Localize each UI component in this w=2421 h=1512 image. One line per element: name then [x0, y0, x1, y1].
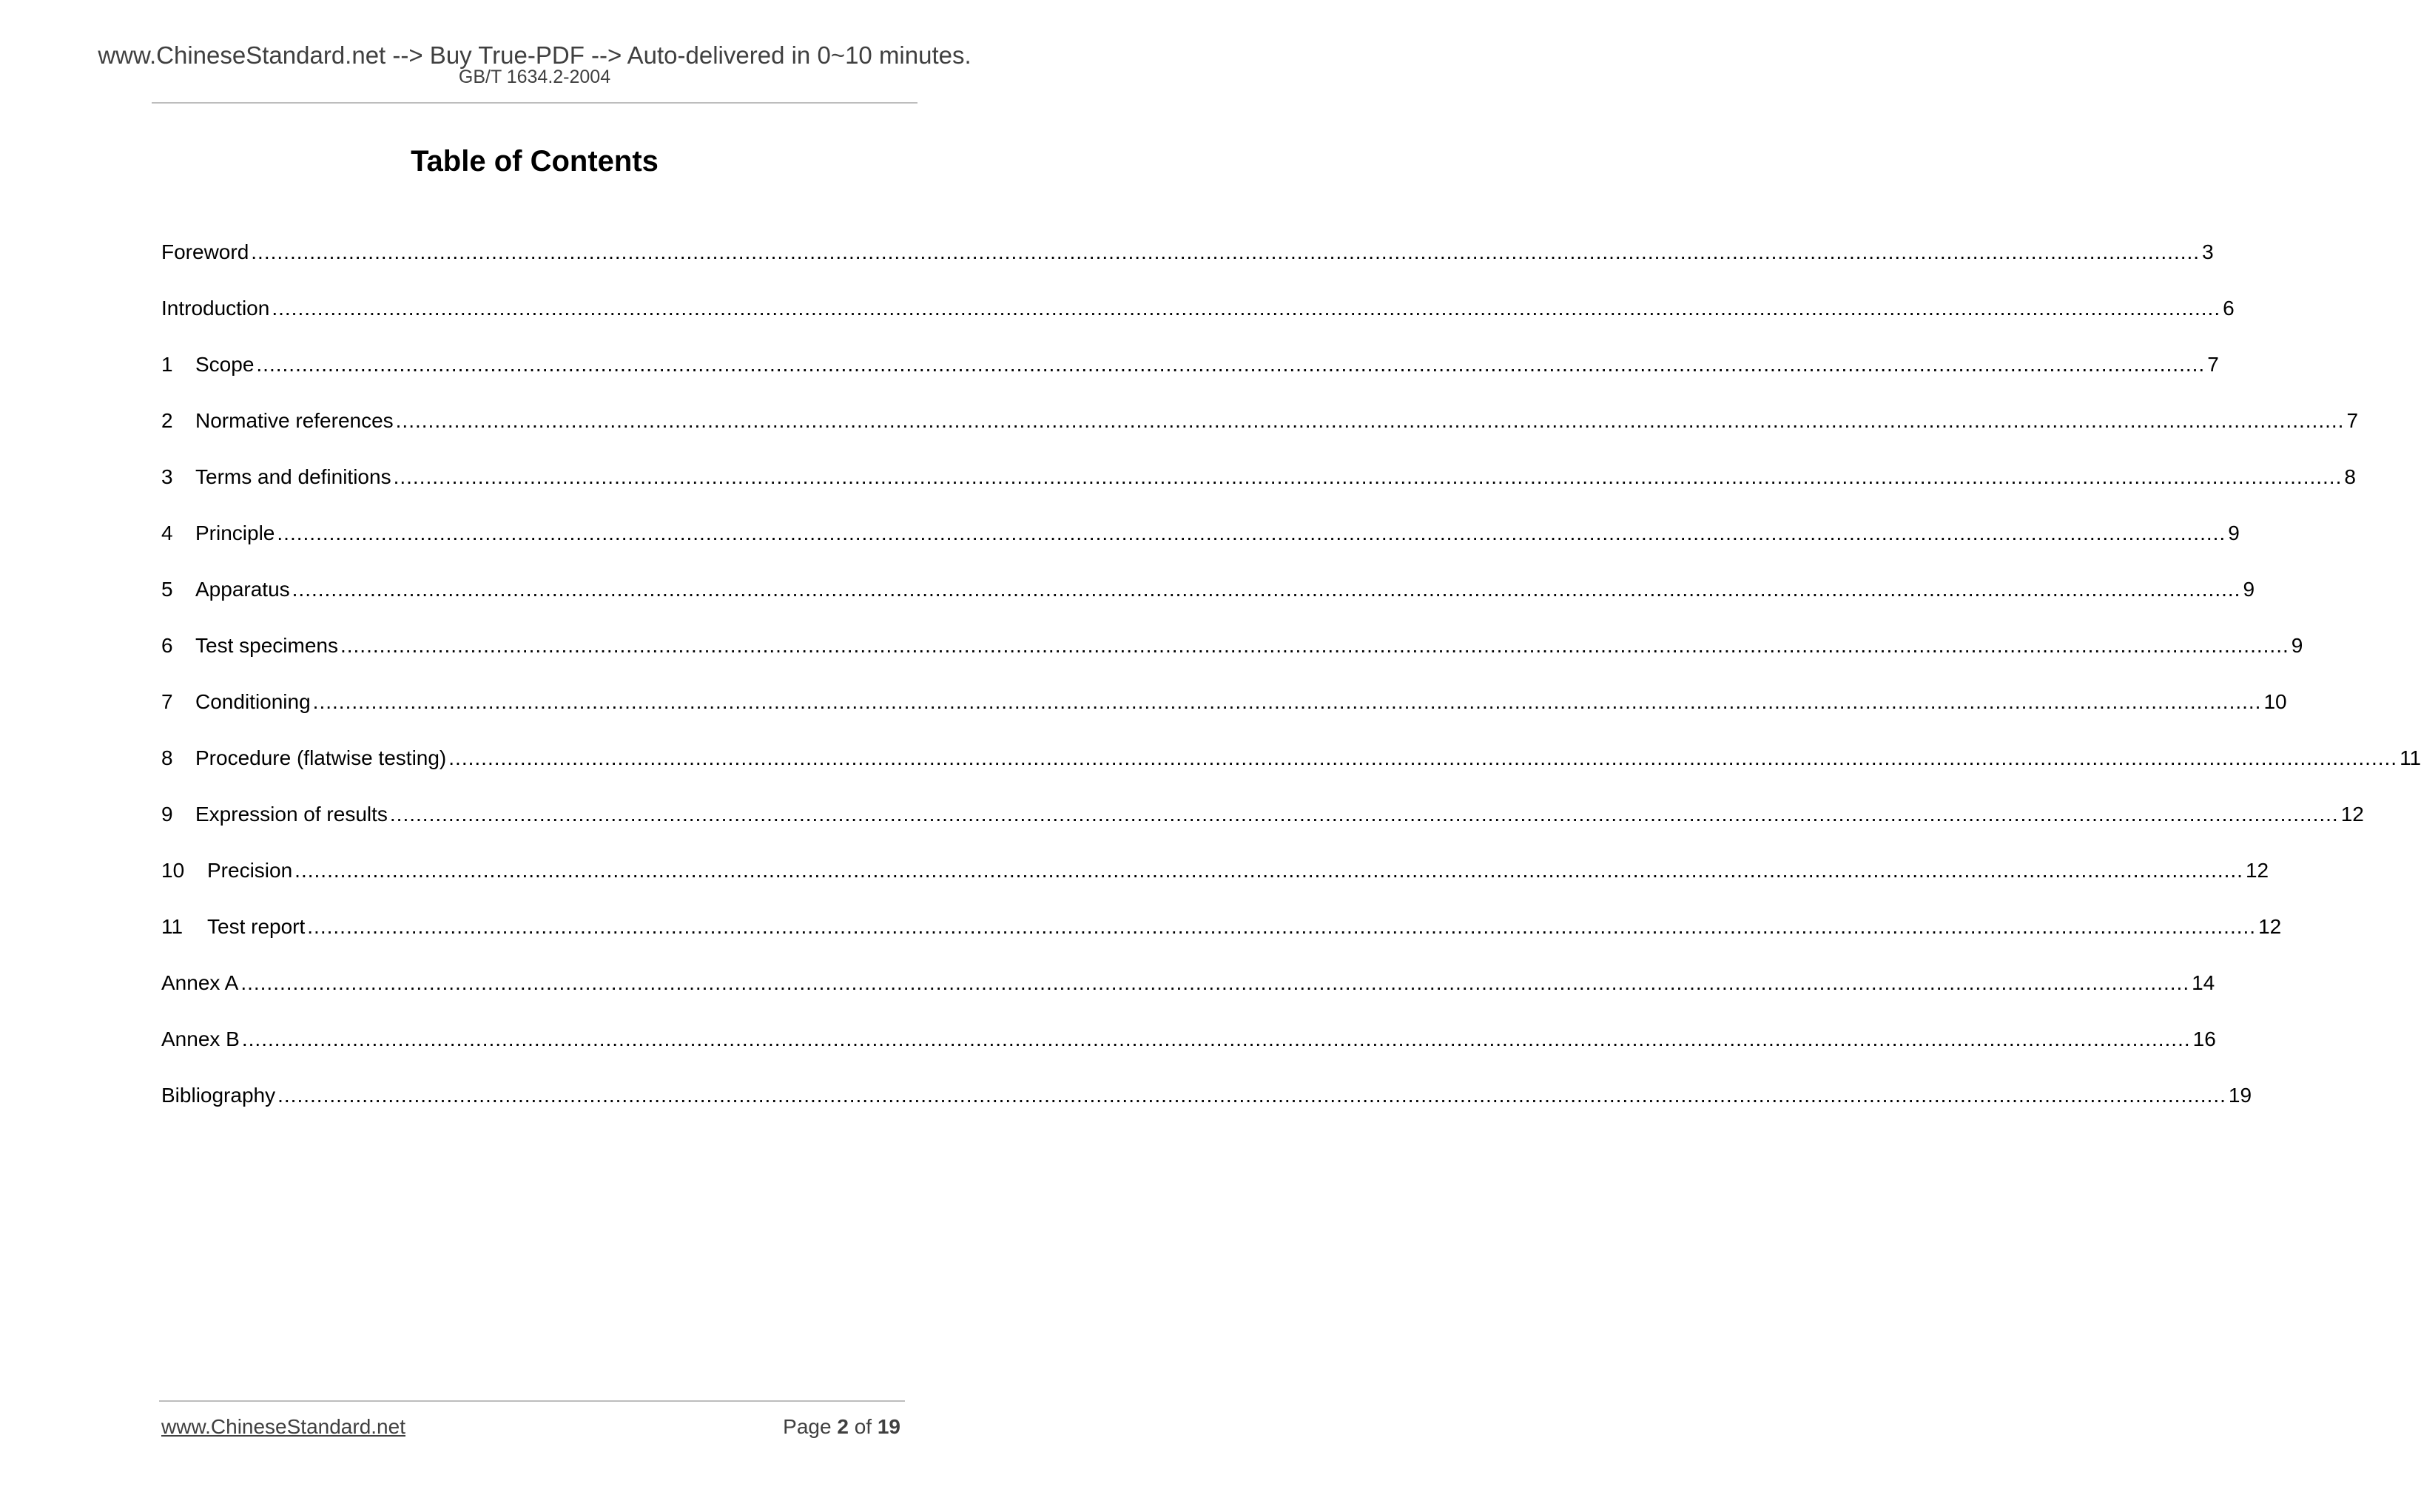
toc-entry-number: 5 [161, 578, 173, 601]
toc-entry-label: Test report [207, 915, 306, 938]
toc-entry-label: Annex B [161, 1027, 240, 1050]
toc-entry-number: 3 [161, 465, 173, 488]
toc-entry-number: 8 [161, 746, 173, 769]
toc-entry-page-number: 9 [2228, 522, 2240, 544]
toc-entry[interactable] [161, 1082, 2252, 1138]
toc-entry-label: Procedure (flatwise testing) [195, 746, 447, 769]
toc-entry-page-number: 14 [2192, 971, 2215, 994]
toc-dot-leader: ............................................................................................................................................................................................................................................................................................................ [393, 465, 2343, 488]
toc-dot-leader: ............................................................................................................................................................................................................................................................................................................ [307, 915, 2257, 938]
toc-entry[interactable] [161, 632, 2303, 689]
toc-entry-page-number: 7 [2207, 353, 2219, 376]
toc-entry-page-number: 3 [2202, 240, 2214, 263]
toc-dot-leader: ............................................................................................................................................................................................................................................................................................................ [340, 634, 2289, 657]
site-banner: www.ChineseStandard.net --> Buy True-PDF --> Auto-delivered in 0~10 minutes. [98, 41, 972, 69]
toc-entry-page-number: 7 [2346, 409, 2359, 432]
toc-entry-page-number: 11 [2400, 746, 2421, 769]
page-indicator [783, 1414, 900, 1440]
page-prefix: Page [783, 1415, 832, 1438]
toc-entry[interactable] [161, 295, 2235, 351]
toc-entry-label: Introduction [161, 297, 270, 320]
toc-entry-number: 2 [161, 409, 173, 432]
standard-code: GB/T 1634.2-2004 [458, 67, 611, 87]
toc-entry-page-number: 12 [2258, 915, 2282, 938]
toc-entry-page-number: 6 [2223, 297, 2235, 320]
toc-entry-number: 6 [161, 634, 173, 657]
toc-entry-page-number: 12 [2340, 803, 2364, 826]
toc-entry-label: Apparatus [195, 578, 290, 601]
page-of-word: of [854, 1415, 872, 1438]
toc-dot-leader: ............................................................................................................................................................................................................................................................................................................ [389, 803, 2339, 826]
toc-entry-label: Bibliography [161, 1084, 276, 1107]
toc-dot-leader: ............................................................................................................................................................................................................................................................................................................ [240, 971, 2190, 994]
toc-entry[interactable] [161, 689, 2287, 745]
toc-dot-leader: ............................................................................................................................................................................................................................................................................................................ [448, 746, 2398, 769]
current-page-number: 2 [837, 1415, 849, 1438]
toc-entry-number: 7 [161, 690, 173, 713]
toc-entry-number: 11 [161, 915, 183, 938]
toc-entry-label: Annex A [161, 971, 239, 994]
toc-entry[interactable] [161, 520, 2240, 576]
toc-title: Table of Contents [411, 145, 659, 178]
toc-dot-leader: ............................................................................................................................................................................................................................................................................................................ [294, 859, 2243, 882]
toc-entry[interactable] [161, 801, 2364, 857]
footer-website-link[interactable]: www.ChineseStandard.net [161, 1415, 405, 1438]
toc-entry[interactable] [161, 745, 2421, 801]
toc-entry-number: 10 [161, 859, 185, 882]
toc-entry-label: Conditioning [195, 690, 311, 713]
toc-entry-number: 9 [161, 803, 173, 826]
toc-dot-leader: ............................................................................................................................................................................................................................................................................................................ [395, 409, 2345, 432]
toc-entry[interactable] [161, 1026, 2216, 1082]
toc-entry-label: Expression of results [195, 803, 388, 826]
toc-entry[interactable] [161, 239, 2214, 295]
toc-entry-label: Normative references [195, 409, 394, 432]
toc-entry[interactable] [161, 408, 2359, 464]
total-pages-number: 19 [877, 1415, 900, 1438]
toc-entry-label: Principle [195, 522, 275, 544]
toc-entry[interactable] [161, 576, 2255, 632]
toc-entry-label: Scope [195, 353, 255, 376]
toc-entry-page-number: 9 [2243, 578, 2255, 601]
toc-dot-leader: ............................................................................................................................................................................................................................................................................................................ [292, 578, 2241, 601]
toc-entry-label: Test specimens [195, 634, 338, 657]
table-of-contents [161, 239, 2421, 1138]
toc-entry[interactable] [161, 351, 2219, 408]
toc-entry-page-number: 10 [2263, 690, 2287, 713]
footer-divider [159, 1400, 905, 1402]
toc-entry-page-number: 19 [2228, 1084, 2252, 1107]
toc-entry[interactable] [161, 464, 2356, 520]
toc-entry-page-number: 8 [2344, 465, 2356, 488]
toc-entry-number: 1 [161, 353, 173, 376]
toc-dot-leader: ............................................................................................................................................................................................................................................................................................................ [312, 690, 2262, 713]
toc-entry-number: 4 [161, 522, 173, 544]
toc-dot-leader: ............................................................................................................................................................................................................................................................................................................ [256, 353, 2206, 376]
toc-entry-page-number: 9 [2291, 634, 2303, 657]
toc-entry[interactable] [161, 970, 2215, 1026]
toc-entry-label: Precision [207, 859, 293, 882]
toc-entry[interactable] [161, 857, 2269, 914]
toc-entry-label: Terms and definitions [195, 465, 391, 488]
toc-dot-leader: ............................................................................................................................................................................................................................................................................................................ [251, 240, 2201, 263]
toc-entry-label: Foreword [161, 240, 249, 263]
toc-dot-leader: ............................................................................................................................................................................................................................................................................................................ [277, 522, 2226, 544]
toc-entry-page-number: 16 [2192, 1027, 2216, 1050]
toc-dot-leader: ............................................................................................................................................................................................................................................................................................................ [241, 1027, 2191, 1050]
header-divider [152, 102, 917, 104]
toc-dot-leader: ............................................................................................................................................................................................................................................................................................................ [272, 297, 2221, 320]
toc-entry[interactable] [161, 914, 2282, 970]
toc-dot-leader: ............................................................................................................................................................................................................................................................................................................ [277, 1084, 2226, 1107]
toc-entry-page-number: 12 [2245, 859, 2269, 882]
